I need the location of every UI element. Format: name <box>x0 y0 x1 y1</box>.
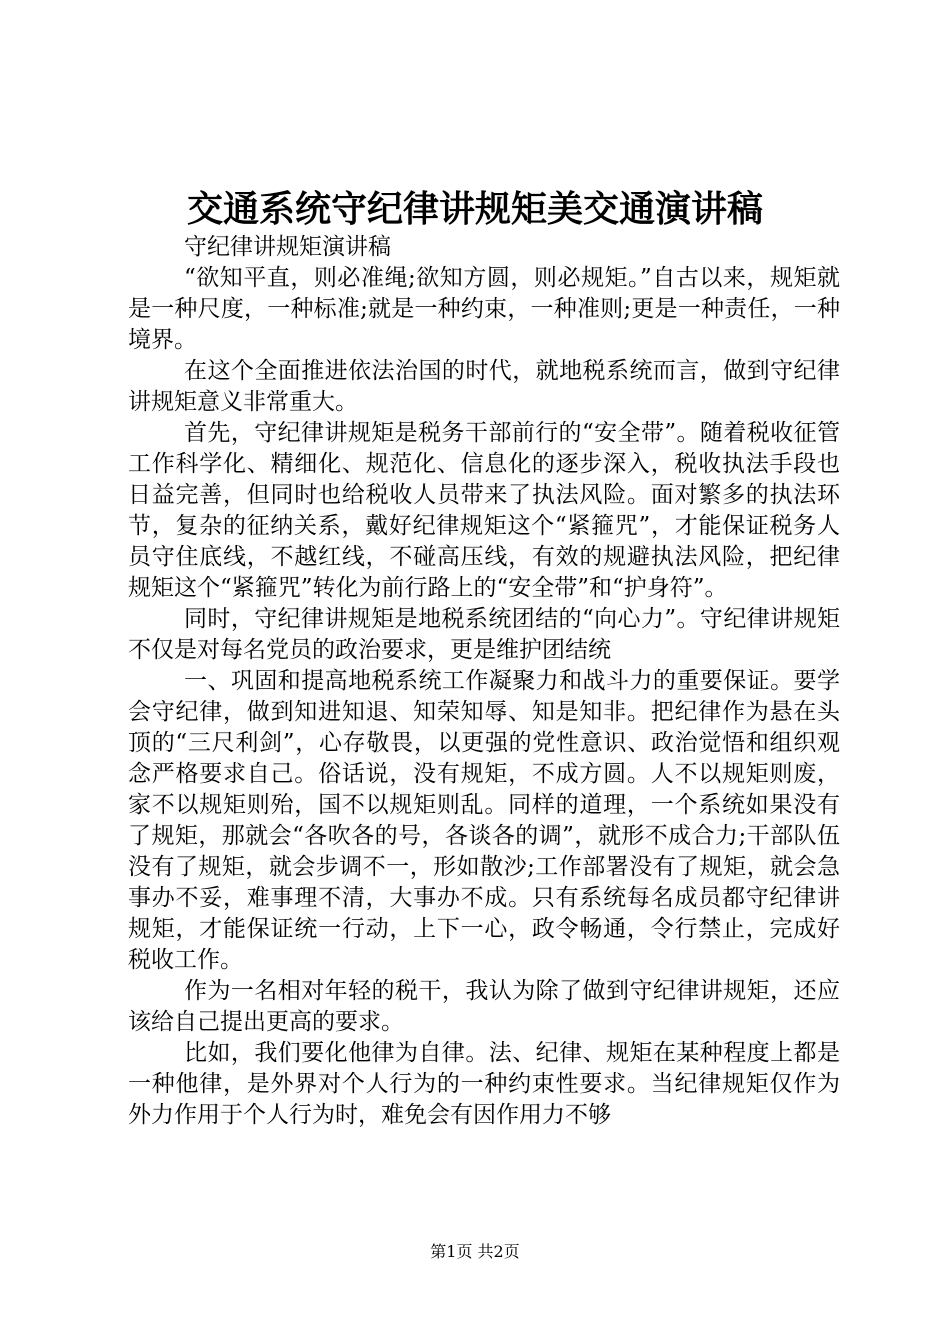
document-title: 交通系统守纪律讲规矩美交通演讲稿 <box>186 188 763 230</box>
document-body <box>128 232 840 1131</box>
paragraph: 同时，守纪律讲规矩是地税系统团结的“向心力”。守纪律讲规矩不仅是对每名党员的政治要求，更是维护团结统 <box>128 606 840 663</box>
paragraph: “欲知平直，则必准绳;欲知方圆，则必规矩。”自古以来，规矩就是一种尺度，一种标准;就是一种约束，一种准则;更是一种责任，一种境界。 <box>128 265 840 353</box>
page-number-footer: 第1页 共2页 <box>430 1242 520 1261</box>
paragraph: 在这个全面推进依法治国的时代，就地税系统而言，做到守纪律讲规矩意义非常重大。 <box>128 358 840 415</box>
paragraph: 比如，我们要化他律为自律。法、纪律、规矩在某种程度上都是一种他律，是外界对个人行为的一种约束性要求。当纪律规矩仅作为外力作用于个人行为时，难免会有因作用力不够 <box>128 1040 840 1128</box>
paragraph-subtitle: 守纪律讲规矩演讲稿 <box>184 234 391 260</box>
paragraph: 一、巩固和提高地税系统工作凝聚力和战斗力的重要保证。要学会守纪律，做到知进知退、知荣知辱、知是知非。把纪律作为悬在头顶的“三尺利剑”，心存敬畏，以更强的党性意识、政治觉悟和组织观念严格要求自己。俗话说，没有规矩，不成方圆。人不以规矩则废，家不以规矩则殆，国不以规矩则乱。同样的道理，一个系统如果没有了规矩，那就会“各吹各的号，各谈各的调”，就形不成合力;干部队伍没有了规矩，就会步调不一，形如散沙;工作部署没有了规矩，就会急事办不妥，难事理不清，大事办不成。只有系统每名成员都守纪律讲规矩，才能保证统一行动，上下一心，政令畅通，令行禁止，完成好税收工作。 <box>128 668 840 973</box>
paragraph: 作为一名相对年轻的税干，我认为除了做到守纪律讲规矩，还应该给自己提出更高的要求。 <box>128 978 840 1035</box>
paragraph: 首先，守纪律讲规矩是税务干部前行的“安全带”。随着税收征管工作科学化、精细化、规范化、信息化的逐步深入，税收执法手段也日益完善，但同时也给税收人员带来了执法风险。面对繁多的执法环节，复杂的征纳关系，戴好纪律规矩这个“紧箍咒”，才能保证税务人员守住底线，不越红线，不碰高压线，有效的规避执法风险，把纪律规矩这个“紧箍咒”转化为前行路上的“安全带”和“护身符”。 <box>128 420 840 601</box>
